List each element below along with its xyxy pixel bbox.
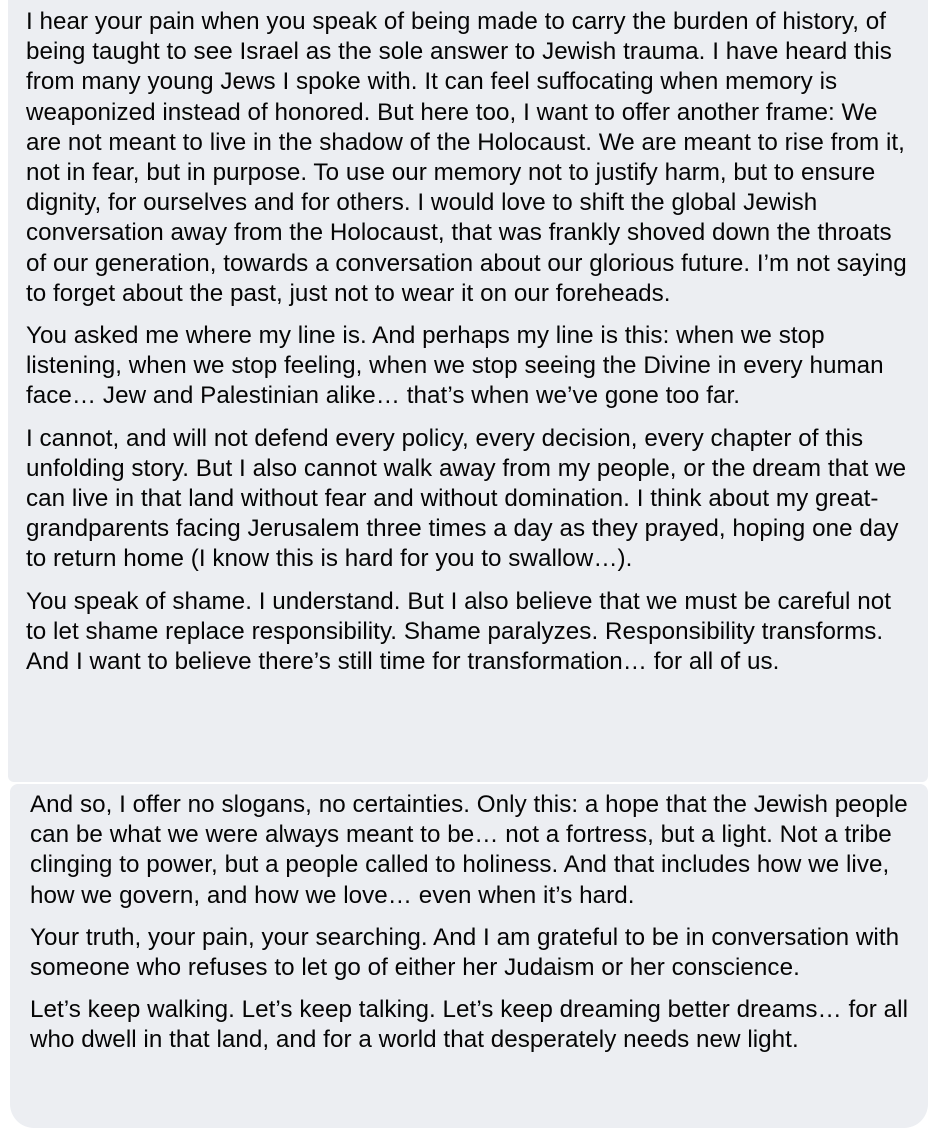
- message-paragraph: I cannot, and will not defend every policy, every decision, every chapter of this unfolding story. But I also cannot walk away from my people, or the dream that we can live in that land without fear and without domination. I think about my great-grandparents facing Jerusalem three times a day as they prayed, hoping one day to return home (I know this is hard for you to swallow…).: [26, 424, 907, 573]
- message-paragraph: And so, I offer no slogans, no certainties. Only this: a hope that the Jewish people can be what we were always meant to be… not a fortress, but a light. Not a tribe clinging to power, but a people called to holiness. And that includes how we live, how we govern, and how we love… even when it’s hard.: [30, 791, 908, 909]
- message-bubble-part-1: [8, 0, 928, 782]
- message-bubble-part-2: [10, 784, 928, 1128]
- message-paragraph: You asked me where my line is. And perhaps my line is this: when we stop listening, when we stop feeling, when we stop seeing the Divine in every human face… Jew and Palestinian alike… that’s when we’ve gone too far.: [26, 322, 884, 410]
- message-paragraph: You speak of shame. I understand. But I also believe that we must be careful not to let shame replace responsibility. Shame paralyzes. Responsibility transforms. And I want to believe there’s still time for transformation… for all of us.: [26, 587, 891, 676]
- message-paragraph: I hear your pain when you speak of being made to carry the burden of history, of being taught to see Israel as the sole answer to Jewish trauma. I have heard this from many young Jews I spoke with. It can feel suffocating when memory is weaponized instead of honored. But here too, I want to offer another frame: We are not meant to live in the shadow of the Holocaust. We are meant to rise from it, not in fear, but in purpose. To use our memory not to justify harm, but to ensure dignity, for ourselves and for others. I would love to shift the global Jewish conversation away from the Holocaust, that was frankly shoved down the throats of our generation, towards a conversation about our glorious future. I’m not saying to forget about the past, just not to wear it on our foreheads.: [26, 8, 907, 307]
- message-paragraph: Let’s keep walking. Let’s keep talking. Let’s keep dreaming better dreams… for all who dwell in that land, and for a world that desperately needs new light.: [30, 996, 909, 1054]
- message-paragraph: Your truth, your pain, your searching. And I am grateful to be in conversation with someone who refuses to let go of either her Judaism or her conscience.: [30, 923, 900, 982]
